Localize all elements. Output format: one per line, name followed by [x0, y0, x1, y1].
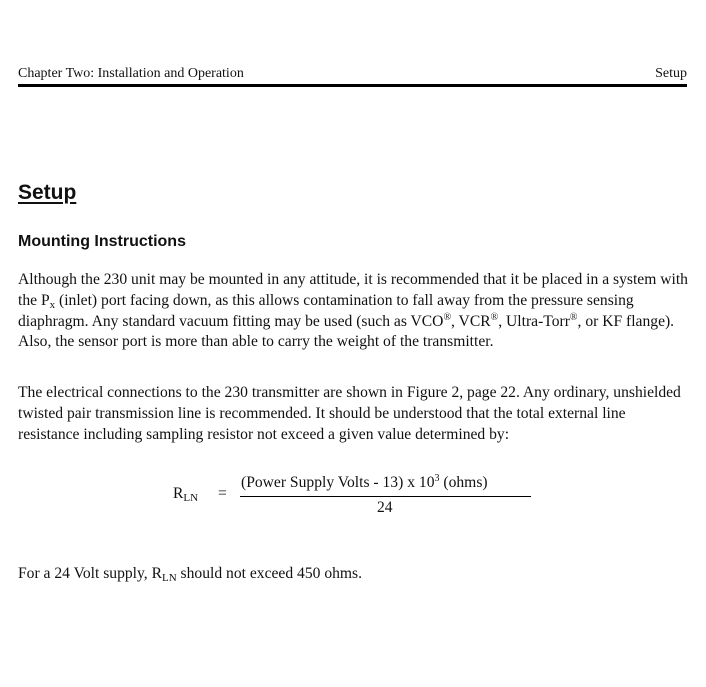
- header-chapter-title: Chapter Two: Installation and Operation: [18, 66, 244, 81]
- formula-lhs: [173, 484, 198, 504]
- formula-equals-sign: =: [218, 485, 227, 502]
- formula-lhs-subscript: LN: [183, 492, 199, 504]
- formula-lhs-symbol: R: [173, 485, 184, 502]
- paragraph-text: , or KF flange). Also, the sensor port is more than able to carry the weight of the transmitter.: [18, 312, 675, 351]
- registered-mark: ®: [443, 311, 452, 323]
- port-subscript: x: [49, 298, 56, 311]
- formula-numerator: [241, 473, 488, 493]
- formula-numerator-text: (Power Supply Volts - 13) x 10: [241, 474, 435, 491]
- paragraph-text: , VCR: [451, 312, 491, 330]
- paragraph-text: , Ultra-Torr: [498, 312, 570, 330]
- paragraph-text: should not exceed 450 ohms.: [176, 565, 363, 582]
- subsection-title: Mounting Instructions: [18, 233, 186, 250]
- page-header: [18, 66, 687, 82]
- header-divider: [18, 84, 687, 87]
- formula-numerator-units: (ohms): [439, 474, 488, 491]
- formula-fraction-bar: [240, 496, 531, 497]
- registered-mark: ®: [490, 311, 499, 323]
- section-title: Setup: [18, 181, 77, 204]
- paragraph-text: For a 24 Volt supply, R: [18, 565, 162, 582]
- resistance-subscript: LN: [161, 572, 177, 584]
- mounting-paragraph: [18, 270, 688, 353]
- registered-mark: ®: [569, 311, 578, 323]
- formula-denominator: 24: [377, 499, 393, 516]
- supply-note-paragraph: [18, 564, 688, 585]
- header-section-name: Setup: [655, 66, 687, 81]
- electrical-connections-paragraph: The electrical connections to the 230 transmitter are shown in Figure 2, page 22. Any ordinary, unshielded twisted pair transmission line is recommended. It should be understood that the total external line resistance including sampling resistor not exceed a given value determined by:: [18, 384, 681, 443]
- paragraph-text: (inlet) port facing down, as this allows contamination to fall away from the pressure sensing diaphragm. Any standard vacuum fitting may be used (such as VCO: [18, 291, 634, 330]
- formula-exponent: 3: [434, 473, 440, 484]
- paragraph-text: Although the 230 unit may be mounted in any attitude, it is recommended that it be placed in a system with the P: [18, 271, 688, 309]
